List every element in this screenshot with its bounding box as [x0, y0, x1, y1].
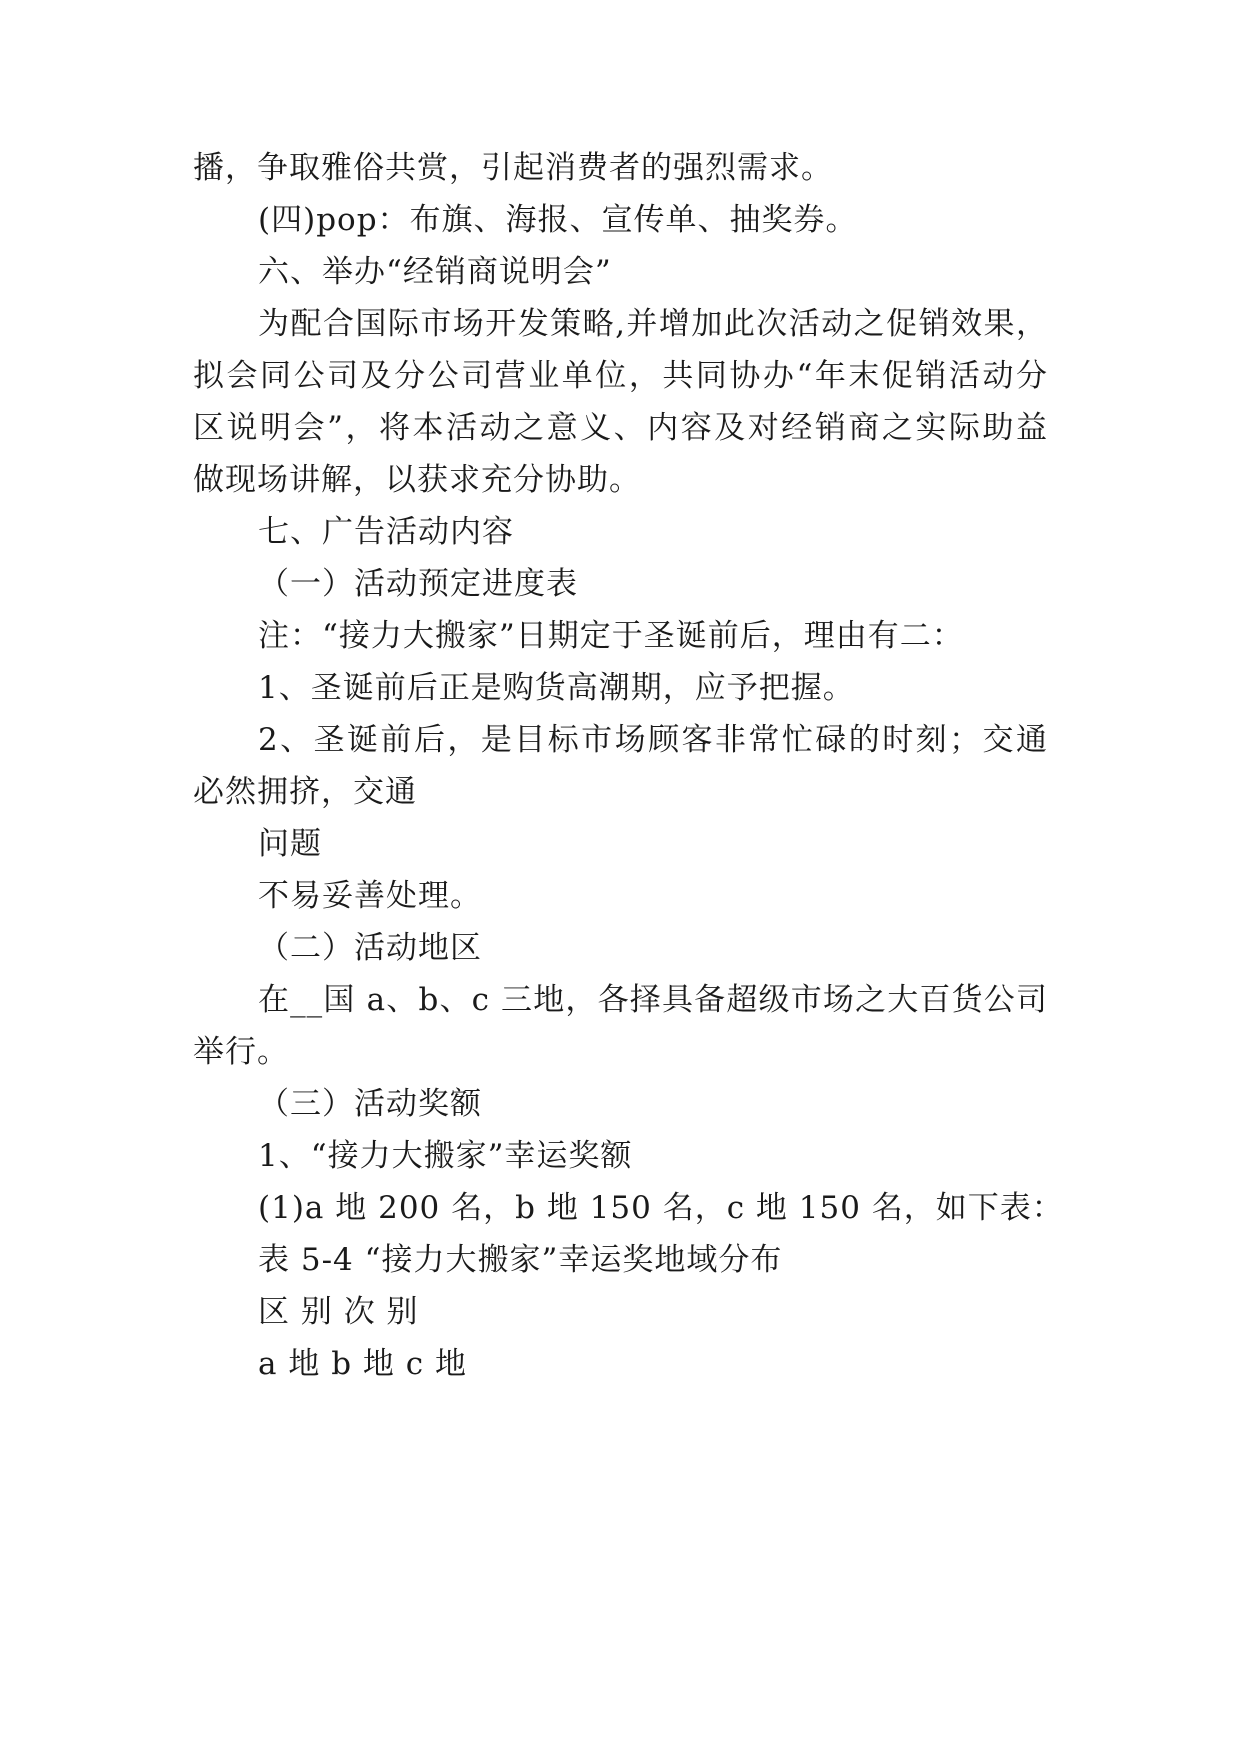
subsection-heading: （二）活动地区: [258, 930, 482, 966]
paragraph-line: 为配合国际市场开发策略,并增加此次活动之促销效果，: [258, 306, 1048, 342]
list-item: (1)a 地 200 名，b 地 150 名，c 地 150 名，如下表：: [258, 1190, 1064, 1226]
table-header-row: a 地 b 地 c 地: [258, 1346, 467, 1382]
paragraph-line: 区说明会”，将本活动之意义、内容及对经销商之实际助益: [193, 410, 1048, 446]
paragraph-line: 问题: [258, 826, 322, 862]
paragraph-line: 在__国 a、b、c 三地，各择具备超级市场之大百货公司: [258, 982, 1048, 1018]
list-item: 1、“接力大搬家”幸运奖额: [258, 1138, 633, 1174]
paragraph-line: 拟会同公司及分公司营业单位，共同协办“年末促销活动分: [193, 358, 1048, 394]
section-heading: 六、举办“经销商说明会”: [258, 254, 612, 290]
subsection-heading: （三）活动奖额: [258, 1086, 482, 1122]
paragraph-line: 举行。: [193, 1034, 289, 1070]
list-item: 2、圣诞前后，是目标市场顾客非常忙碌的时刻；交通: [258, 722, 1048, 758]
paragraph-line: 不易妥善处理。: [258, 878, 482, 914]
paragraph-line: 注：“接力大搬家”日期定于圣诞前后，理由有二：: [258, 618, 964, 654]
paragraph-line: 播，争取雅俗共赏，引起消费者的强烈需求。: [193, 150, 833, 186]
table-caption: 表 5-4 “接力大搬家”幸运奖地域分布: [258, 1242, 783, 1278]
paragraph-line: (四)pop：布旗、海报、宣传单、抽奖券。: [258, 202, 858, 238]
paragraph-line: 必然拥挤，交通: [193, 774, 417, 810]
paragraph-line: 做现场讲解，以获求充分协助。: [193, 462, 641, 498]
subsection-heading: （一）活动预定进度表: [258, 566, 578, 602]
list-item: 1、圣诞前后正是购货高潮期，应予把握。: [258, 670, 855, 706]
section-heading: 七、广告活动内容: [258, 514, 514, 550]
table-header-row: 区 别 次 别: [258, 1294, 419, 1330]
